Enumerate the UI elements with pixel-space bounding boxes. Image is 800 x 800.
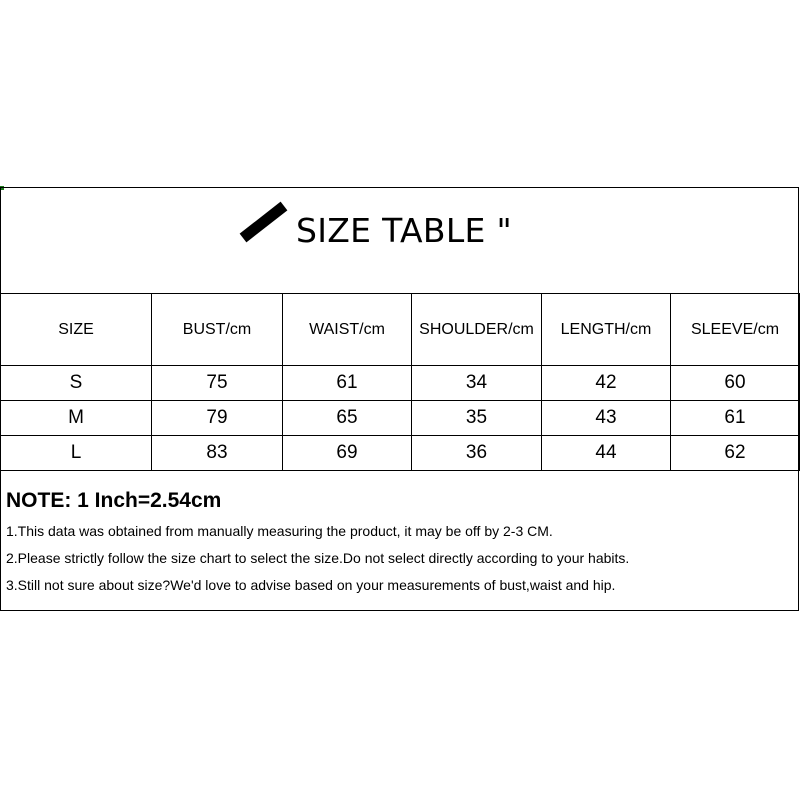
table-cell-waist: 69 — [283, 436, 412, 471]
table-cell-bust: 83 — [152, 436, 283, 471]
column-header-length: LENGTH/cm — [542, 294, 671, 366]
page-title: SIZE TABLE " — [296, 211, 512, 250]
note-line-1: 1.This data was obtained from manually measuring the product, it may be off by 2-3 CM. — [6, 523, 553, 539]
table-cell-sleeve: 61 — [671, 401, 800, 436]
column-header-waist: WAIST/cm — [283, 294, 412, 366]
table-cell-shoulder: 35 — [412, 401, 542, 436]
table-row — [1, 401, 800, 436]
column-header-shoulder: SHOULDER/cm — [412, 294, 542, 366]
column-header-sleeve: SLEEVE/cm — [671, 294, 800, 366]
note-title: NOTE: 1 Inch=2.54cm — [6, 489, 222, 512]
table-cell-size: L — [1, 436, 152, 471]
column-header-size: SIZE — [1, 294, 152, 366]
table-cell-length: 42 — [542, 366, 671, 401]
note-line-2: 2.Please strictly follow the size chart to select the size.Do not select directly according to your habits. — [6, 550, 630, 566]
table-row — [1, 436, 800, 471]
table-cell-bust: 79 — [152, 401, 283, 436]
table-cell-shoulder: 34 — [412, 366, 542, 401]
table-cell-shoulder: 36 — [412, 436, 542, 471]
table-cell-size: M — [1, 401, 152, 436]
table-cell-size: S — [1, 366, 152, 401]
notes-section — [6, 489, 796, 604]
table-cell-waist: 61 — [283, 366, 412, 401]
size-table — [0, 293, 800, 471]
table-cell-waist: 65 — [283, 401, 412, 436]
table-row — [1, 366, 800, 401]
table-cell-length: 43 — [542, 401, 671, 436]
note-line-3: 3.Still not sure about size?We'd love to advise based on your measurements of bust,waist and hip. — [6, 577, 616, 593]
table-cell-sleeve: 60 — [671, 366, 800, 401]
table-cell-length: 44 — [542, 436, 671, 471]
column-header-bust: BUST/cm — [152, 294, 283, 366]
table-header-row — [1, 294, 800, 366]
table-cell-bust: 75 — [152, 366, 283, 401]
table-cell-sleeve: 62 — [671, 436, 800, 471]
